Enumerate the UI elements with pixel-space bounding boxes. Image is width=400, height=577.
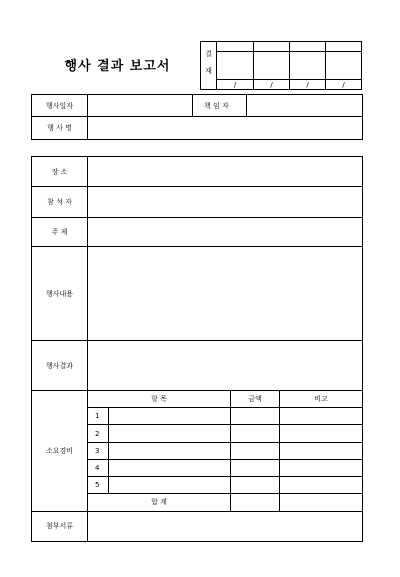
approval-title-cell[interactable]: [254, 42, 290, 52]
approval-date-cell[interactable]: /: [290, 80, 326, 90]
expense-amount-field[interactable]: [231, 459, 280, 476]
attendees-field[interactable]: [88, 187, 363, 217]
approval-box: [200, 41, 362, 90]
event-date-field[interactable]: [88, 95, 193, 117]
approval-date-cell[interactable]: /: [326, 80, 362, 90]
subject-label: 주 제: [32, 217, 88, 246]
event-name-field[interactable]: [88, 117, 363, 140]
attendees-label: 참 석 자: [32, 187, 88, 217]
expense-item-field[interactable]: [109, 442, 231, 459]
approval-label-bottom: 재: [201, 66, 217, 90]
event-name-label: 행 사 명: [32, 117, 88, 140]
result-label: 행사결과: [32, 341, 88, 391]
approval-title-cell[interactable]: [290, 42, 326, 52]
approval-sign-cell[interactable]: [217, 52, 254, 80]
page-title: 행사 결과 보고서: [64, 59, 171, 74]
expense-amount-field[interactable]: [231, 477, 280, 494]
expense-row-number: 2: [88, 425, 109, 442]
approval-sign-cell[interactable]: [254, 52, 290, 80]
place-label: 장 소: [32, 157, 88, 187]
expense-total-amount[interactable]: [231, 494, 280, 511]
expense-amount-field[interactable]: [231, 442, 280, 459]
expense-note-header: 비고: [280, 391, 363, 408]
content-field[interactable]: [88, 247, 363, 341]
attachments-field[interactable]: [88, 511, 363, 541]
expense-note-field[interactable]: [280, 459, 363, 476]
approval-date-cell[interactable]: /: [254, 80, 290, 90]
result-field[interactable]: [88, 341, 363, 391]
info-table: [31, 94, 363, 140]
details-table: [31, 156, 363, 542]
manager-field[interactable]: [247, 95, 363, 117]
expense-note-field[interactable]: [280, 477, 363, 494]
expense-amount-field[interactable]: [231, 408, 280, 425]
attachments-label: 첨부서류: [32, 511, 88, 541]
approval-sign-cell[interactable]: [326, 52, 362, 80]
content-label: 행사내용: [32, 247, 88, 341]
approval-title-cell[interactable]: [326, 42, 362, 52]
expense-item-field[interactable]: [109, 459, 231, 476]
expense-note-field[interactable]: [280, 425, 363, 442]
event-date-label: 행사일자: [32, 95, 88, 117]
approval-label-top: 결: [201, 42, 217, 66]
expense-row-number: 5: [88, 477, 109, 494]
approval-sign-cell[interactable]: [290, 52, 326, 80]
expense-note-field[interactable]: [280, 442, 363, 459]
expenses-label: 소요경비: [32, 391, 88, 512]
expense-amount-header: 금액: [231, 391, 280, 408]
expense-row-number: 4: [88, 459, 109, 476]
approval-title-cell[interactable]: [217, 42, 254, 52]
expense-item-field[interactable]: [109, 408, 231, 425]
expense-item-header: 항 목: [88, 391, 231, 408]
subject-field[interactable]: [88, 217, 363, 246]
expense-total-note[interactable]: [280, 494, 363, 511]
expense-item-field[interactable]: [109, 477, 231, 494]
expense-amount-field[interactable]: [231, 425, 280, 442]
expense-total-label: 합 계: [88, 494, 231, 511]
expense-row-number: 3: [88, 442, 109, 459]
manager-label: 책 임 자: [193, 95, 247, 117]
expense-note-field[interactable]: [280, 408, 363, 425]
expense-row-number: 1: [88, 408, 109, 425]
expense-item-field[interactable]: [109, 425, 231, 442]
approval-date-cell[interactable]: /: [217, 80, 254, 90]
place-field[interactable]: [88, 157, 363, 187]
